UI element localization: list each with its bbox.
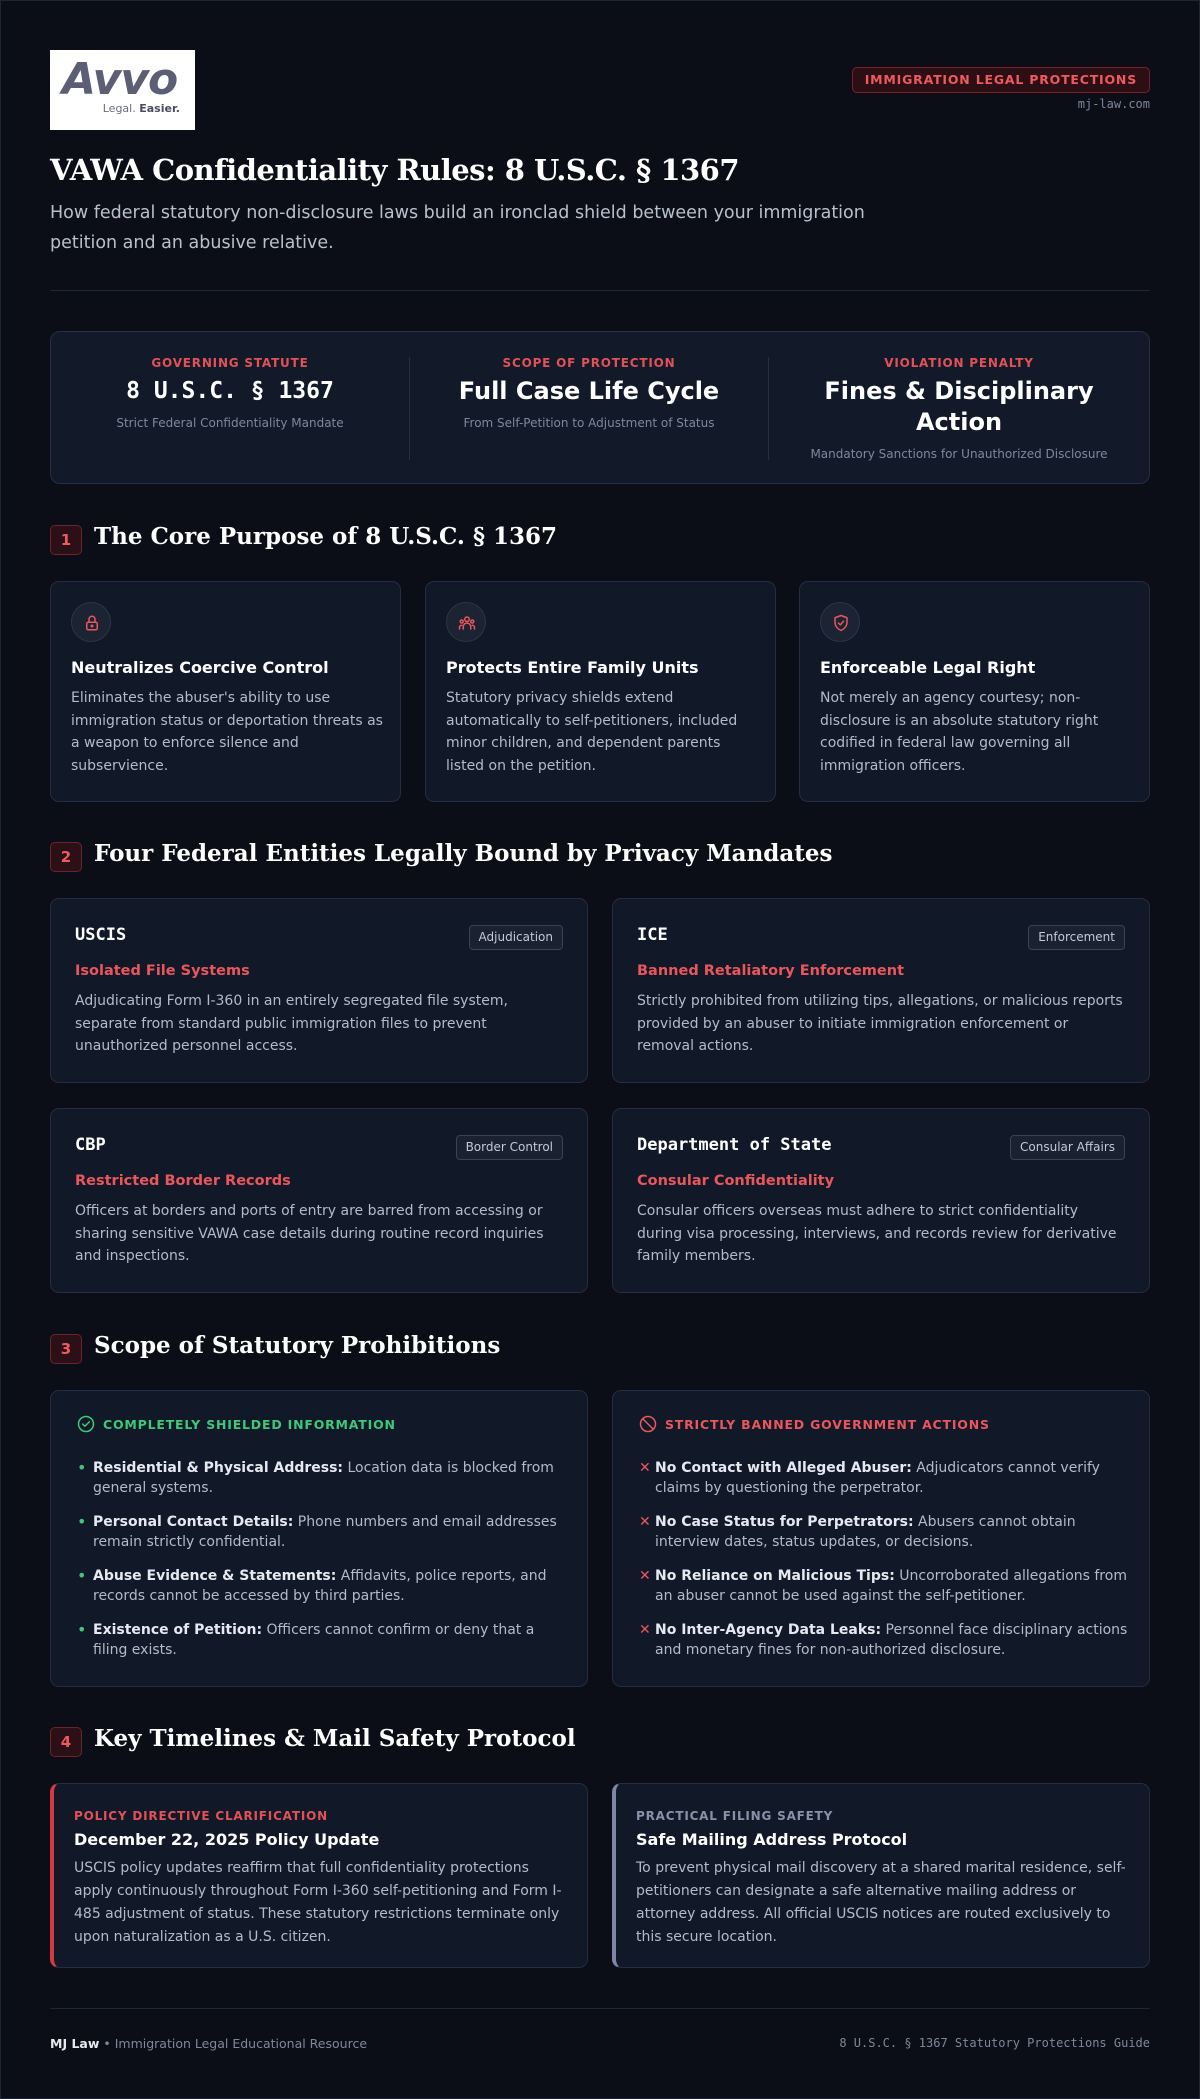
entity-description: Consular officers overseas must adhere to strict confidentiality during visa processing, interviews, and records review for derivative family members. xyxy=(637,1203,1117,1264)
entity-description: Adjudicating Form I-360 in an entirely segregated file system, separate from standard public immigration files to prevent unauthorized personnel access. xyxy=(75,993,508,1054)
family-icon xyxy=(446,602,486,642)
entity-card-state xyxy=(612,1108,1150,1293)
section-title: Scope of Statutory Prohibitions xyxy=(94,1332,501,1359)
mailing-protocol-card xyxy=(612,1783,1150,1968)
shield-check-icon xyxy=(820,602,860,642)
entity-tag: Border Control xyxy=(456,1135,563,1160)
stat-label: VIOLATION PENALTY xyxy=(884,356,1034,370)
card-title: December 22, 2025 Policy Update xyxy=(74,1830,380,1849)
footer-divider xyxy=(50,2008,1150,2009)
entity-subhead: Banned Retaliatory Enforcement xyxy=(637,963,905,979)
purpose-card xyxy=(799,581,1150,802)
purpose-card xyxy=(425,581,776,802)
shielded-list xyxy=(77,1458,567,1674)
card-title: Protects Entire Family Units xyxy=(446,658,699,677)
entity-name: CBP xyxy=(75,1135,106,1155)
card-description: USCIS policy updates reaffirm that full confidentiality protections apply continuously throughout Form I-360 self-petitioning and Form I-485 adjustment of status. These statutory restrictions terminate only upon naturalization as a U.S. citizen. xyxy=(74,1860,562,1945)
site-domain: mj-law.com xyxy=(1077,97,1150,111)
entity-subhead: Consular Confidentiality xyxy=(637,1173,835,1189)
entity-description: Officers at borders and ports of entry are barred from accessing or sharing sensitive VAWA case details during routine record inquiries and inspections. xyxy=(75,1203,544,1264)
stat-value: Full Case Life Cycle xyxy=(458,377,720,405)
section-number: 3 xyxy=(50,1334,82,1364)
entity-subhead: Restricted Border Records xyxy=(75,1173,291,1189)
lock-icon xyxy=(71,602,111,642)
entity-card-uscis xyxy=(50,898,588,1083)
key-facts-panel xyxy=(50,331,1150,484)
check-circle-icon xyxy=(77,1415,95,1433)
list-item: • Abuse Evidence & Statements: Affidavits, police reports, and records cannot be accessed by third parties. xyxy=(77,1566,547,1604)
entity-tag: Enforcement xyxy=(1028,925,1125,950)
footer-brand: MJ Law • Immigration Legal Educational Resource xyxy=(50,2036,368,2051)
entity-name: USCIS xyxy=(75,925,127,945)
stat-note: Strict Federal Confidentiality Mandate xyxy=(116,416,344,430)
list-item: ✕ No Inter-Agency Data Leaks: Personnel face disciplinary actions and monetary fines for non-authorized disclosure. xyxy=(639,1622,1128,1658)
footer-guide-title: 8 U.S.C. § 1367 Statutory Protections Guide xyxy=(839,2036,1150,2050)
list-item: ✕ No Reliance on Malicious Tips: Uncorroborated allegations from an abuser cannot be used against the self-petitioner. xyxy=(639,1568,1127,1604)
card-kicker: PRACTICAL FILING SAFETY xyxy=(636,1809,834,1823)
entity-subhead: Isolated File Systems xyxy=(75,963,250,979)
card-description: Not merely an agency courtesy; non-disclosure is an absolute statutory right codified in federal law governing all immigration officers. xyxy=(820,690,1099,774)
entity-card-cbp xyxy=(50,1108,588,1293)
section-number: 4 xyxy=(50,1727,82,1757)
purpose-card xyxy=(50,581,401,802)
prohibited-icon xyxy=(639,1415,657,1433)
section-number: 1 xyxy=(50,525,82,555)
list-item: • Residential & Physical Address: Location data is blocked from general systems. xyxy=(77,1458,554,1496)
card-title: Safe Mailing Address Protocol xyxy=(636,1830,908,1849)
stat-governing-statute xyxy=(51,332,409,430)
stat-scope xyxy=(410,332,768,430)
logo-wordmark: Avvo xyxy=(62,54,178,105)
stat-value: 8 U.S.C. § 1367 xyxy=(126,378,334,404)
section-title: The Core Purpose of 8 U.S.C. § 1367 xyxy=(94,523,557,550)
page-subtitle: How federal statutory non-disclosure laws build an ironclad shield between your immigration petition and an abusive relative. xyxy=(50,203,865,253)
shielded-information-card: COMPLETELY SHIELDED INFORMATION • Residential & Physical Address: Location data is blocked from general systems. • Personal Contact Details: Phone numbers and email addresses remain strictly confidential. • Abuse Evidence & Statements: Affidavits, police reports, and records cannot be accessed by third parties. • Existence of Petition: Officers cannot confirm or deny that a filing exists. xyxy=(50,1390,588,1687)
avvo-logo[interactable] xyxy=(50,50,195,130)
stat-label: GOVERNING STATUTE xyxy=(151,356,309,370)
entity-name: ICE xyxy=(637,925,668,945)
entity-tag: Adjudication xyxy=(469,925,563,950)
category-badge: IMMIGRATION LEGAL PROTECTIONS xyxy=(852,67,1150,93)
banned-actions-card: STRICTLY BANNED GOVERNMENT ACTIONS ✕ No Contact with Alleged Abuser: Adjudicators cannot verify claims by questioning the perpetrator. ✕ No Case Status for Perpetrators: Abusers cannot obtain interview dates, status updates, or decisions. ✕ No Reliance on Malicious Tips: Uncorroborated allegations from an abuser cannot be used against the self-petitioner. ✕ No Inter-Agency Data Leaks: Personnel face disciplinary actions and monetary fines for non-authorized disclosure. xyxy=(612,1390,1150,1687)
stat-label: SCOPE OF PROTECTION xyxy=(502,356,676,370)
stat-note: From Self-Petition to Adjustment of Status xyxy=(463,416,715,430)
card-title: Neutralizes Coercive Control xyxy=(71,658,329,677)
policy-update-card xyxy=(50,1783,588,1968)
stat-note: Mandatory Sanctions for Unauthorized Disclosure xyxy=(810,447,1108,461)
banned-list xyxy=(639,1458,1129,1674)
section-title: Four Federal Entities Legally Bound by Privacy Mandates xyxy=(94,840,833,867)
list-item: ✕ No Case Status for Perpetrators: Abusers cannot obtain interview dates, status updates, or decisions. xyxy=(639,1514,1076,1550)
list-item: • Existence of Petition: Officers cannot confirm or deny that a filing exists. xyxy=(77,1620,535,1658)
logo-tagline: Legal. Easier. xyxy=(102,102,180,115)
entity-card-ice xyxy=(612,898,1150,1083)
card-description: To prevent physical mail discovery at a shared marital residence, self-petitioners can designate a safe alternative mailing address or attorney address. All official USCIS notices are routed exclusively to this secure location. xyxy=(636,1860,1126,1945)
stat-value: Fines & Disciplinary Action xyxy=(824,377,1094,436)
list-item: ✕ No Contact with Alleged Abuser: Adjudicators cannot verify claims by questioning the perpetrator. xyxy=(639,1460,1100,1496)
entity-name: Department of State xyxy=(637,1135,832,1155)
list-item: • Personal Contact Details: Phone numbers and email addresses remain strictly confidential. xyxy=(77,1512,557,1550)
card-kicker: POLICY DIRECTIVE CLARIFICATION xyxy=(74,1809,328,1823)
header-divider xyxy=(50,290,1150,291)
entity-tag: Consular Affairs xyxy=(1010,1135,1125,1160)
section-title: Key Timelines & Mail Safety Protocol xyxy=(94,1725,576,1752)
entity-description: Strictly prohibited from utilizing tips, allegations, or malicious reports provided by an abuser to initiate immigration enforcement or removal actions. xyxy=(637,993,1123,1054)
stat-penalty xyxy=(769,332,1149,461)
section-number: 2 xyxy=(50,842,82,872)
card-description: Eliminates the abuser's ability to use immigration status or deportation threats as a weapon to enforce silence and subservience. xyxy=(71,690,383,774)
card-description: Statutory privacy shields extend automatically to self-petitioners, included minor children, and dependent parents listed on the petition. xyxy=(446,690,738,774)
page-title: VAWA Confidentiality Rules: 8 U.S.C. § 1367 xyxy=(50,153,740,187)
card-title: Enforceable Legal Right xyxy=(820,658,1036,677)
